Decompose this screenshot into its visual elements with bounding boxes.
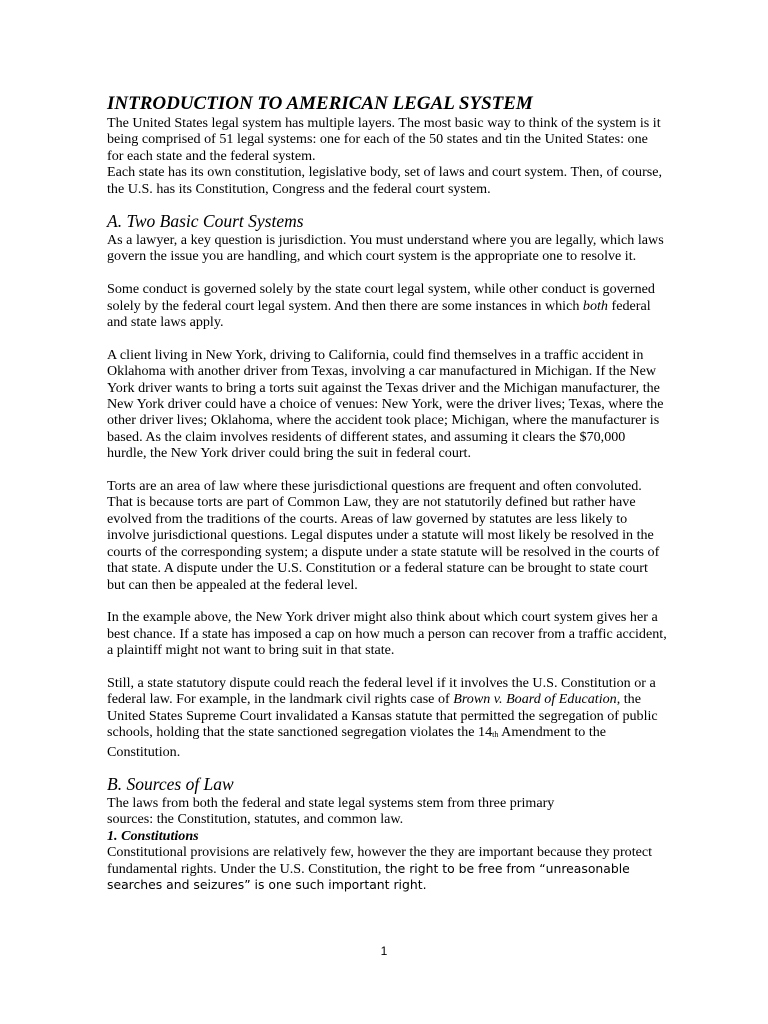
section-a-paragraph-1: As a lawyer, a key question is jurisdiction. You must understand where you are legally, which laws govern the issue you are handling, and which court system is the appropriate one to resolve it.: [107, 232, 664, 265]
constitutions-paragraph: Constitutional provisions are relatively few, however the they are important because they protect fundamental rights. Under the U.S. Constitution, the right to be free from “unreasonable searches and seizures” is one such important right.: [107, 844, 653, 892]
document-body: [107, 93, 667, 893]
page-number: 1: [380, 944, 388, 958]
subsection-heading-constitutions: 1. Constitutions: [107, 827, 199, 844]
emphasis-both: both: [582, 297, 608, 314]
section-b-line-1: The laws from both the federal and state legal systems stem from three primary: [107, 794, 555, 811]
intro-paragraph-2: Each state has its own constitution, legislative body, set of laws and court system. Then, of course, the U.S. has its Constitution, Congress and the federal court system.: [107, 164, 663, 197]
section-b-heading: B. Sources of Law: [107, 773, 234, 794]
section-a-paragraph-5: In the example above, the New York driver might also think about which court system gives her a best chance. If a state has imposed a cap on how much a person can recover from a traffic accident, a plaintiff might not want to bring suit in that state.: [107, 609, 667, 659]
case-name: Brown v. Board of Education: [453, 691, 617, 708]
intro-paragraph-1: The United States legal system has multiple layers. The most basic way to think of the system is it being comprised of 51 legal systems: one for each of the 50 states and tin the United States: one for each state and the federal system.: [107, 115, 661, 164]
ordinal-suffix: th: [492, 730, 499, 740]
section-b-line-2: sources: the Constitution, statutes, and common law.: [107, 811, 404, 828]
section-a-heading: A. Two Basic Court Systems: [107, 211, 304, 232]
section-a-paragraph-3: A client living in New York, driving to California, could find themselves in a traffic accident in Oklahoma with another driver from Texas, involving a car manufactured in Michigan. If the New York driver wants to bring a torts suit against the Texas driver and the Michigan manufacturer, the New York driver could have a choice of venues: New York, were the driver lives; Texas, where the other driver lives; Oklahoma, where the accident took place; Michigan, where the manufacturer is based. As the claim involves residents of different states, and assuming it clears the $70,000 hurdle, the New York driver could bring the suit in federal court.: [107, 346, 664, 462]
rights-sentence: the right to be free from “unreasonable searches and seizures” is one such important right.: [107, 860, 630, 892]
section-a-paragraph-2: Some conduct is governed solely by the state court legal system, while other conduct is governed solely by the federal court legal system. And then there are some instances in which both federal and state laws apply.: [107, 281, 655, 331]
document-title: INTRODUCTION TO AMERICAN LEGAL SYSTEM: [107, 93, 533, 114]
section-a-paragraph-6: Still, a state statutory dispute could reach the federal level if it involves the U.S. Constitution or a federal law. For example, in the landmark civil rights case of Brown v. Board of Education, the United States Supreme Court invalidated a Kansas statute that permitted the segregation of public schools, holding that the state sanctioned segregation violates the 14th Amendment to the Constitution.: [107, 674, 658, 760]
section-a-paragraph-4: Torts are an area of law where these jurisdictional questions are frequent and often convoluted. That is because torts are part of Common Law, they are not statutorily defined but rather have evolved from the traditions of the courts. Areas of law governed by statutes are less likely to involve jurisdictional questions. Legal disputes under a statute will most likely be resolved in the courts of the corresponding system; a dispute under a state statute will be resolved in the courts of that state. A dispute under the U.S. Constitution or a federal stature can be brought to state court but can then be appealed at the federal level.: [107, 478, 660, 593]
